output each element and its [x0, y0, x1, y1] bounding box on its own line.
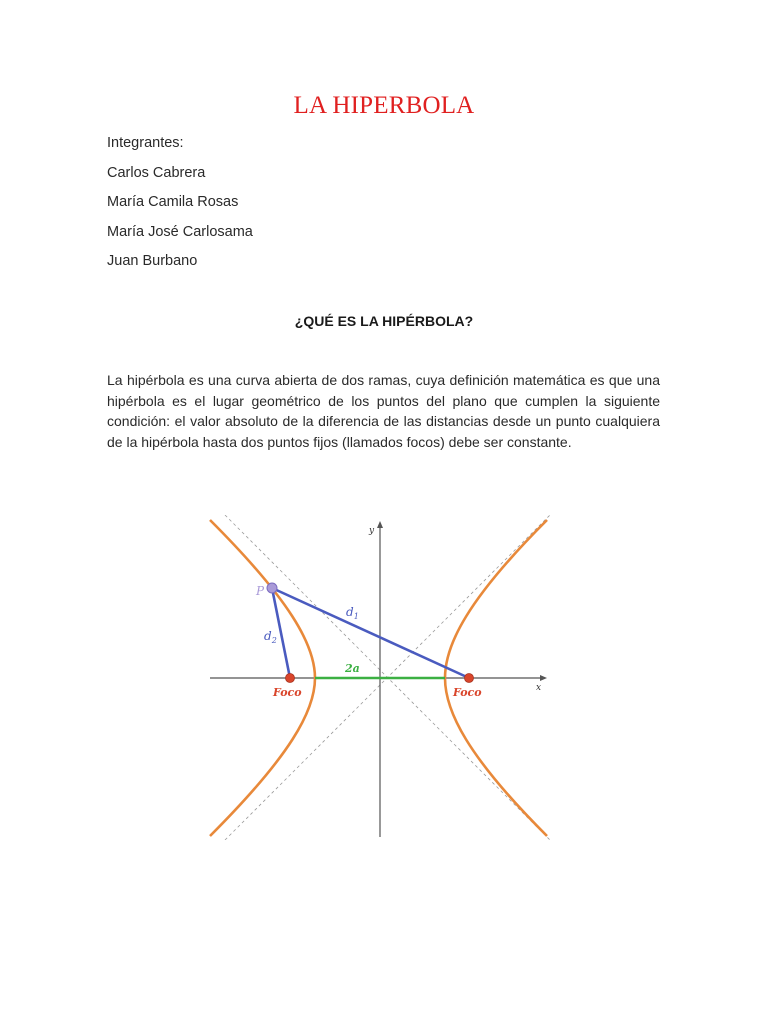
members-heading: Integrantes:: [107, 135, 184, 151]
hyperbola-diagram: [205, 515, 575, 840]
definition-paragraph: La hipérbola es una curva abierta de dos ramas, cuya definición matemática es que una hipérbola es el lugar geométrico de los puntos del plano que cumplen la siguiente condición: el valor absoluto de la diferencia de las distancias desde un punto cualquiera de la hipérbola hasta dos puntos fijos (llamados focos) debe ser constante.: [107, 372, 660, 450]
x-axis-label: x: [536, 683, 542, 693]
point-p-marker: [267, 583, 277, 593]
member-name: María José Carlosama: [107, 223, 253, 240]
d2-label: $d_2$: [264, 629, 277, 645]
x-axis-arrow: [540, 675, 547, 681]
right-focus-marker: [465, 674, 474, 683]
member-name: Juan Burbano: [107, 253, 198, 269]
left-focus-marker: [286, 674, 295, 683]
transverse-axis-label: 2a: [345, 662, 360, 675]
section-heading: ¿QUÉ ES LA HIPÉRBOLA?: [294, 313, 474, 329]
member-name: Carlos Cabrera: [107, 164, 206, 181]
right-focus-label: Foco: [453, 686, 482, 699]
point-p-label: P: [256, 584, 265, 598]
members-list: [107, 133, 253, 281]
left-focus-label: Foco: [273, 686, 302, 699]
y-axis-arrow: [377, 521, 383, 528]
d1-label: $d_1$: [346, 605, 359, 621]
y-axis-label: y: [369, 526, 375, 536]
hyperbola-diagram-svg: [205, 515, 575, 840]
member-name: María Camila Rosas: [107, 194, 239, 210]
document-title: LA HIPERBOLA: [293, 92, 475, 119]
